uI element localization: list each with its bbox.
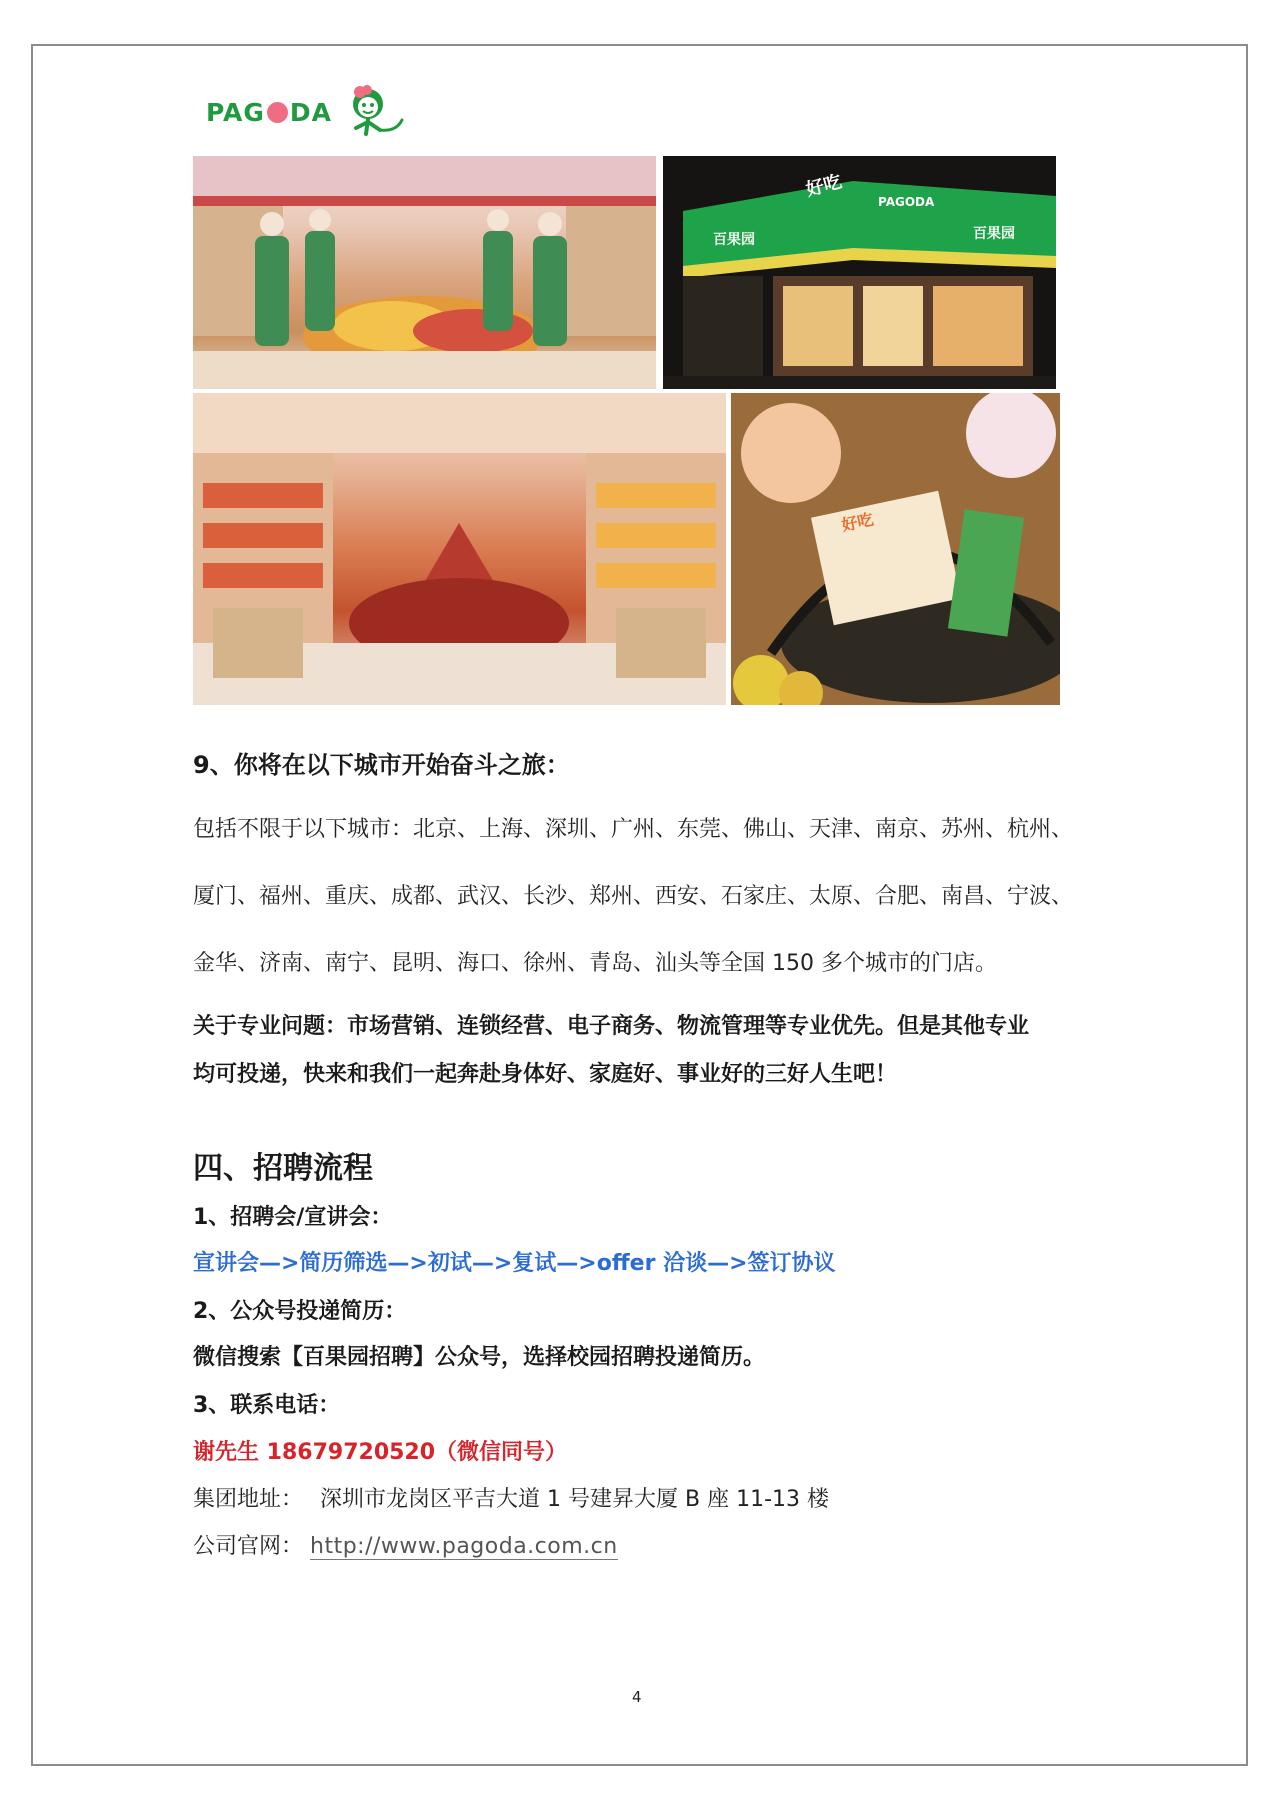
recruitment-process-heading: 四、招聘流程 — [193, 1151, 373, 1186]
logo-text-right: DA — [289, 97, 333, 127]
website-link[interactable]: http://www.pagoda.com.cn — [310, 1534, 618, 1559]
address-value: 深圳市龙岗区平吉大道 1 号建昇大厦 B 座 11-13 楼 — [320, 1487, 829, 1512]
sign-baiguoyuan-left: 百果园 — [713, 232, 755, 248]
box-label-haochi: 好吃 — [839, 509, 876, 535]
monkey-mascot-icon — [338, 84, 408, 140]
section-9-heading: 9、你将在以下城市开始奋斗之旅： — [193, 751, 570, 779]
step-2-title: 2、公众号投递简历： — [193, 1299, 407, 1324]
sign-haochi: 好吃 — [803, 171, 845, 201]
step-2-text: 微信搜索【百果园招聘】公众号，选择校园招聘投递简历。 — [193, 1345, 766, 1370]
step-3-title: 3、联系电话： — [193, 1393, 341, 1418]
step-1-title: 1、招聘会/宣讲会： — [193, 1205, 393, 1230]
major-note-line-1: 关于专业问题：市场营销、连锁经营、电子商务、物流管理等专业优先。但是其他专业 — [193, 1014, 1030, 1039]
step-1-flow: 宣讲会—>简历筛选—>初试—>复试—>offer 洽谈—>签订协议 — [193, 1251, 836, 1276]
website-label: 公司官网： — [193, 1534, 304, 1559]
cities-line-2: 厦门、福州、重庆、成都、武汉、长沙、郑州、西安、石家庄、太原、合肥、南昌、宁波、 — [193, 884, 1074, 909]
major-note-line-2: 均可投递，快来和我们一起奔赴身体好、家庭好、事业好的三好人生吧！ — [193, 1062, 898, 1087]
page-number: 4 — [632, 1688, 642, 1706]
major-note — [193, 1003, 1093, 1099]
sign-pagoda: PAGODA — [878, 195, 935, 209]
storefront-at-night-photo — [663, 156, 1056, 389]
cities-line-3: 金华、济南、南宁、昆明、海口、徐州、青岛、汕头等全国 150 多个城市的门店。 — [193, 951, 997, 976]
address-label: 集团地址： — [193, 1487, 304, 1512]
fruit-basket-gift-box-photo — [731, 393, 1060, 705]
cities-line-1: 包括不限于以下城市：北京、上海、深圳、广州、东莞、佛山、天津、南京、苏州、杭州、 — [193, 817, 1074, 842]
logo-peach-dot — [267, 102, 288, 123]
contact-phone: 谢先生 18679720520（微信同号） — [193, 1440, 568, 1465]
logo-text-left: PAG — [206, 97, 265, 127]
group-address — [193, 1482, 829, 1513]
pagoda-logo — [206, 84, 408, 140]
sign-baiguoyuan-right: 百果园 — [973, 226, 1015, 242]
staff-in-fruit-store-photo — [193, 156, 656, 389]
store-interior-fruit-displays-photo — [193, 393, 726, 705]
company-website — [193, 1529, 618, 1560]
